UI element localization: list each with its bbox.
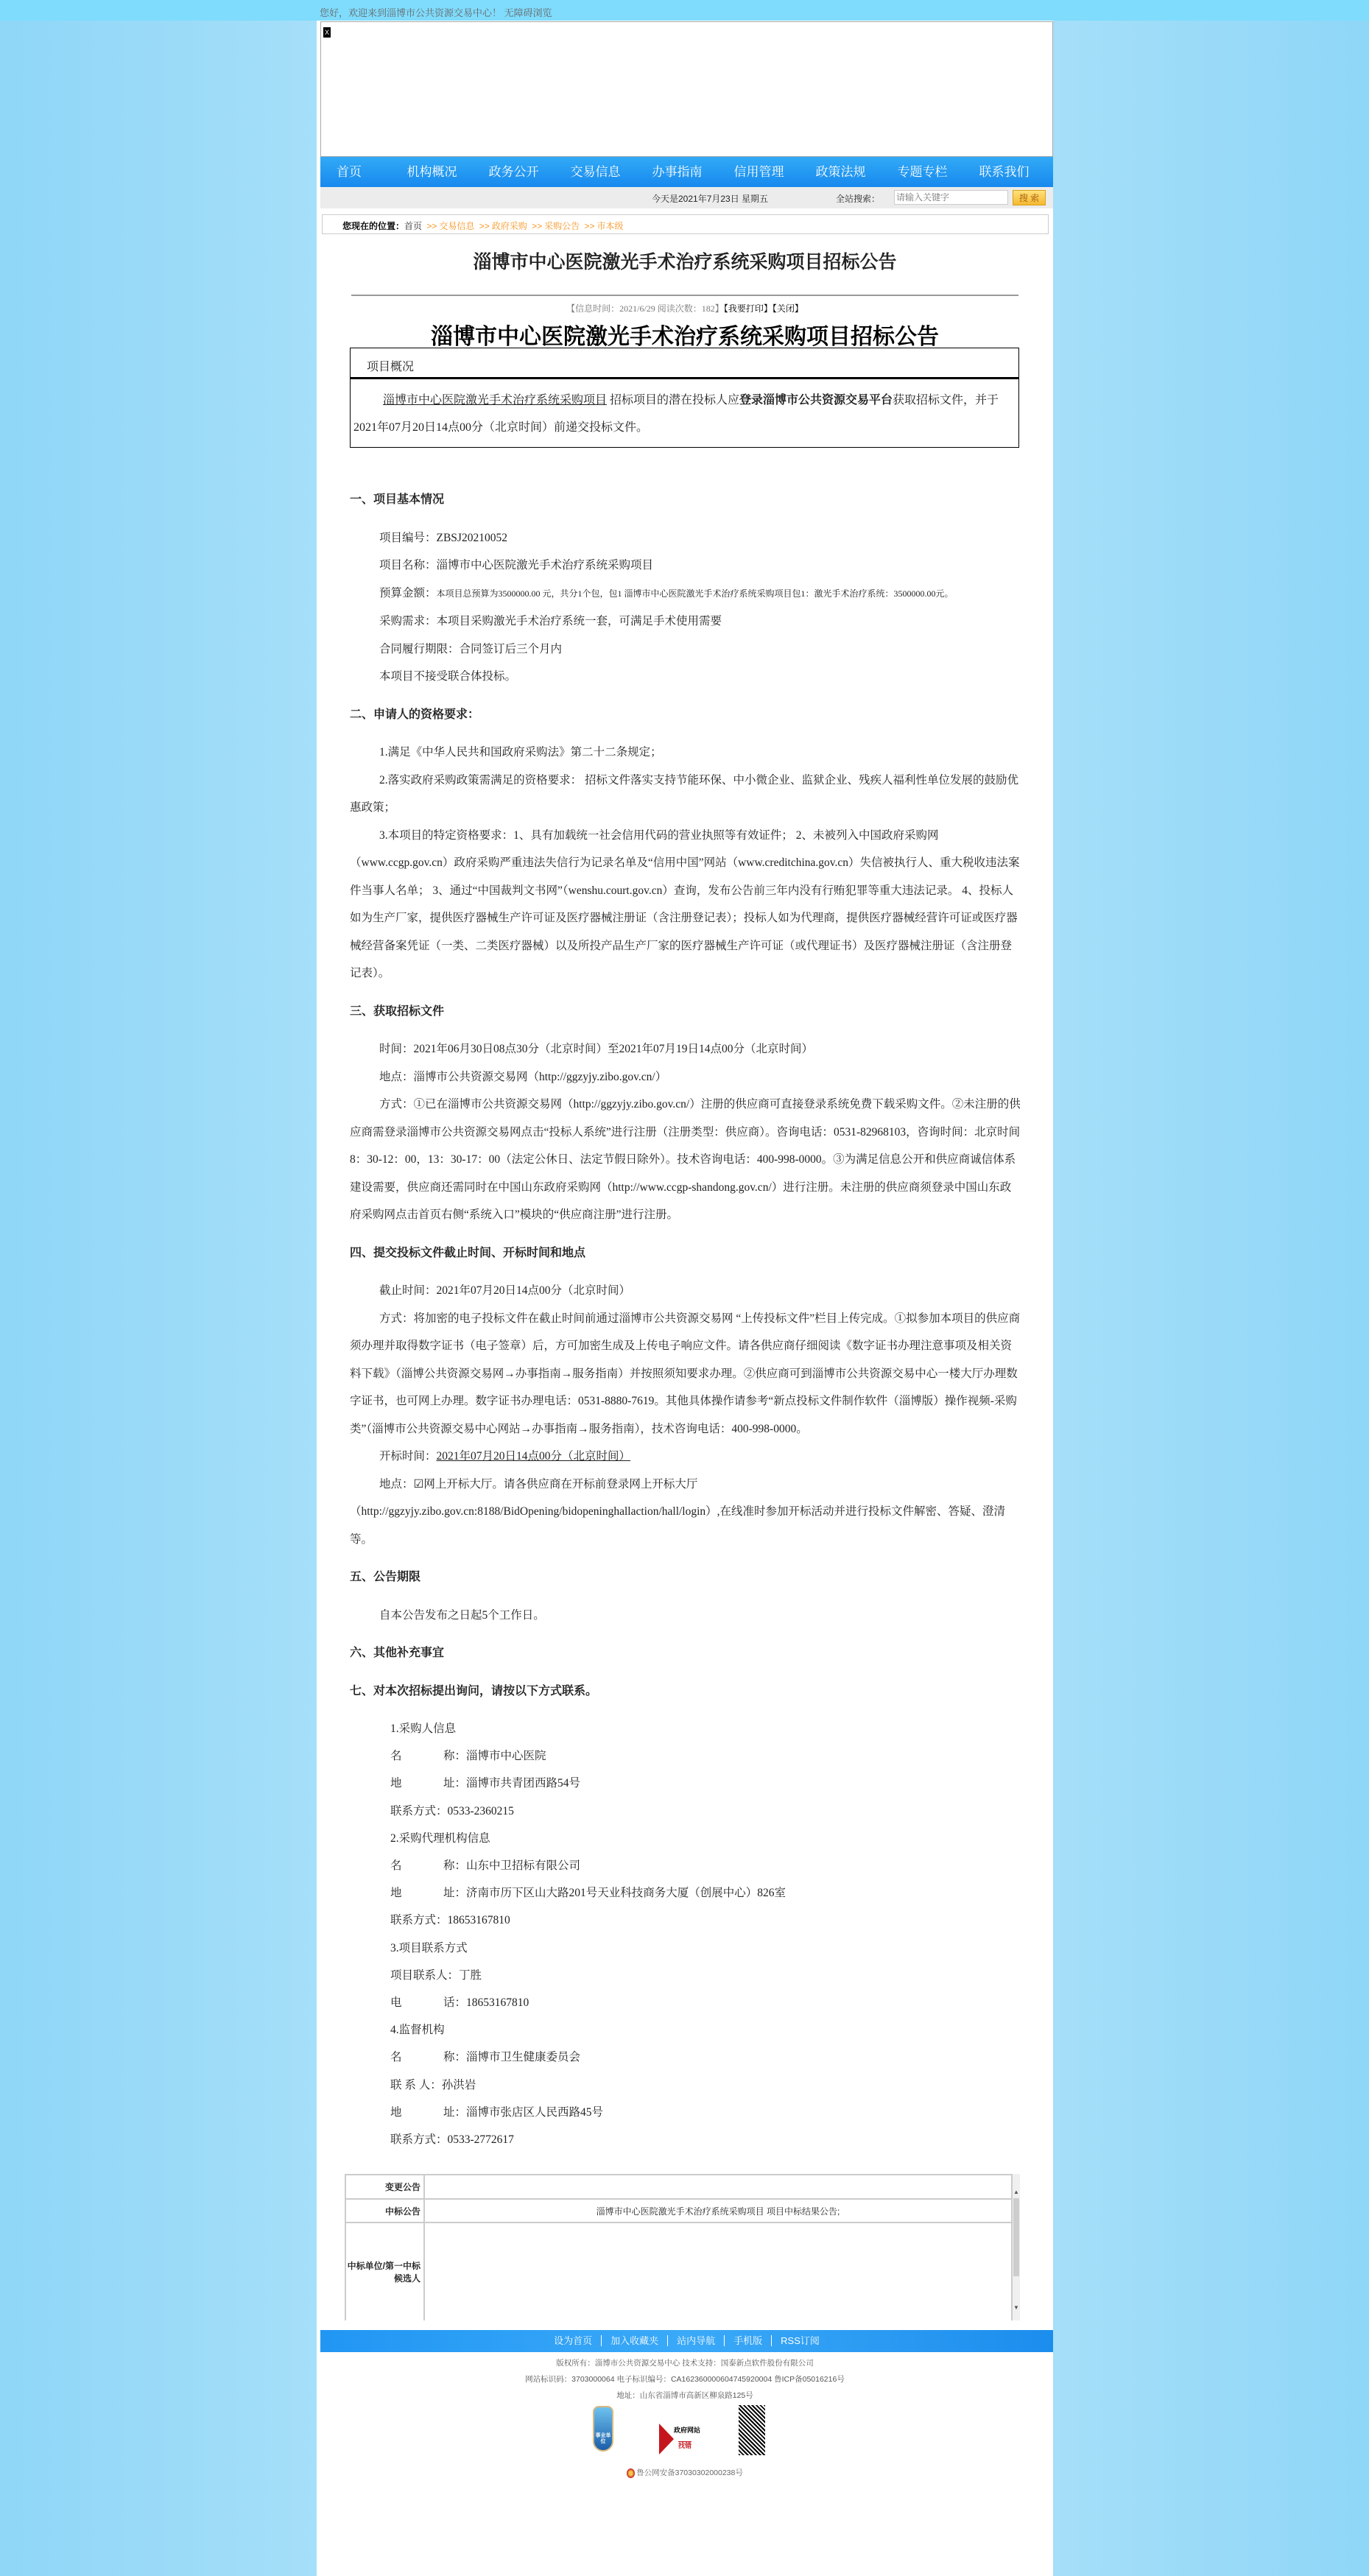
contact-info bbox=[350, 1715, 1021, 2153]
contact-field-value: 项目联系人：丁胜 bbox=[390, 1968, 482, 1982]
footer-address: 地址：山东省淄博市高新区柳泉路125号 bbox=[616, 2391, 753, 2401]
obtain-method: 方式：①已在淄博市公共资源交易网（http://ggzyjy.zibo.gov.cn/）注册的供应商可直接登录系统免费下载采购文件。②未注册的供应商需登录淄博市公共资源交易网点击“投标人系统”进行注册（注册类型：供应商）。咨询电话：0531-82968103，咨询时间：北京时间8：30-12：00，13：30-17：00（法定公休日、法定节假日除外）。技术咨询电话：400-998-0000。③为满足信息公开和供应商诚信体系建设需要，供应商还需同时在中国山东政府采购网（http://www.ccgp-shandong.gov.cn/）进行注册。未注册的供应商须登录中国山东政府采购网点击首页右侧“系统入口”模块的“供应商注册”进行注册。 bbox=[350, 1098, 1021, 1221]
breadcrumb-item[interactable]: 市本级 bbox=[596, 221, 624, 231]
section-heading: 三、获取招标文件 bbox=[350, 1004, 445, 1018]
notice-period: 自本公告发布之日起5个工作日。 bbox=[379, 1608, 545, 1622]
overview-header: 项目概况 bbox=[351, 348, 1018, 379]
gov-site-error-report-icon[interactable] bbox=[659, 2424, 699, 2455]
open-time bbox=[350, 1443, 1021, 1471]
contact-field-value: 称：山东中卫招标有限公司 bbox=[443, 1859, 581, 1873]
submit-method: 方式：将加密的电子投标文件在截止时间前通过淄博市公共资源交易网 “上传投标文件”栏目上传完成。①拟参加本项目的供应商须办理并取得数字证书（电子签章）后，方可加密生成及上传电子响应文件。请各供应商仔细阅读《数字证书办理注意事项及相关资料下载》（淄博公共资源交易网→办事指南→服务指南）并按照须知要求办理。②供应商可到淄博市公共资源交易中心一楼大厅办理数字证书，也可网上办理。数字证书办理电话：0531-8880-7619。其他具体操作请参考“新点投标文件制作软件（淄博版）操作视频-采购类”（淄博市公共资源交易中心网站→办事指南→服务指南），技术咨询电话：400-998-0000。 bbox=[350, 1312, 1021, 1435]
contact-row bbox=[390, 2126, 1021, 2153]
table-scrollbar[interactable] bbox=[1013, 2174, 1020, 2320]
overview-body bbox=[351, 379, 1018, 447]
contact-field-value: 联 系 人：孙洪岩 bbox=[390, 2078, 476, 2091]
footer-link-rss[interactable]: RSS订阅 bbox=[781, 2335, 820, 2347]
page-flow bbox=[317, 480, 1053, 2493]
qualification-2: 2.落实政府采购政策需满足的资格要求： 招标文件落实支持节能环保、中小微企业、监狱企业、残疾人福利性单位发展的鼓励优惠政策； bbox=[350, 773, 1019, 814]
contact-row bbox=[390, 1962, 1021, 1989]
contact-field-value: 址：淄博市共青团西路54号 bbox=[443, 1777, 581, 1790]
footer-link-mobile[interactable]: 手机版 bbox=[725, 2335, 772, 2346]
open-time-label: 开标时间： bbox=[379, 1450, 437, 1463]
zfwz-text: 政府网站 bbox=[674, 2427, 701, 2435]
qualification-3: 3.本项目的特定资格要求：1、具有加载统一社会信用代码的营业执照等有效证件； 2、未被列入中国政府采购网（www.ccgp.gov.cn）政府采购严重违法失信行为记录名单及“信用中国”网站（www.creditchina.gov.cn）失信被执行人、重大税收违法案件当事人名单； 3、通过“中国裁判文书网”（wenshu.court.gov.cn）查询，发布公告前三年内没有行贿犯罪等重大违法记录。 4、投标人如为生产厂家，提供医疗器械生产许可证及医疗器械注册证（含注册登记表）；投标人如为代理商，提供医疗器械经营许可证或医疗器械经营备案凭证（一类、二类医疗器械）以及所投产品生产厂家的医疗器械生产许可证（或代理证书）及医疗器械注册证（含注册登记表）。 bbox=[350, 828, 1020, 979]
welcome-bar bbox=[0, 0, 1369, 21]
row-value bbox=[424, 2223, 1012, 2320]
police-emblem-icon bbox=[627, 2468, 635, 2478]
nav-credit[interactable]: 信用管理 bbox=[733, 165, 784, 179]
site-ids: 网站标识码：3703000064 电子标识编号：CA162360000604745920004 鲁ICP备05016216号 bbox=[525, 2375, 845, 2385]
contact-field-char: 地 bbox=[390, 1777, 402, 1790]
obtain-place: 地点：淄博市公共资源交易网（http://ggzyjy.zibo.gov.cn/） bbox=[379, 1070, 667, 1083]
section-heading: 六、其他补充事宜 bbox=[350, 1647, 445, 1659]
contact-row bbox=[390, 1770, 1021, 1797]
search-button[interactable]: 搜 索 bbox=[1013, 190, 1046, 205]
divider bbox=[351, 295, 1018, 296]
contact-field-char: 地 bbox=[390, 1887, 402, 1900]
close-link[interactable]: 【关闭】 bbox=[772, 303, 803, 314]
close-icon[interactable]: X bbox=[324, 29, 329, 36]
banner bbox=[320, 21, 1053, 157]
scrollbar-thumb[interactable] bbox=[1013, 2198, 1019, 2276]
print-link[interactable]: 【我要打印】 bbox=[723, 303, 773, 314]
nav-trade-info[interactable]: 交易信息 bbox=[570, 165, 621, 179]
project-number: 项目编号：ZBSJ20210052 bbox=[379, 531, 507, 544]
page-title: 淄博市中心医院激光手术治疗系统采购项目招标公告 bbox=[473, 253, 897, 272]
overview-box bbox=[350, 348, 1019, 448]
project-name: 项目名称：淄博市中心医院激光手术治疗系统采购项目 bbox=[379, 559, 654, 571]
article-meta bbox=[317, 302, 1053, 314]
contact-row bbox=[390, 1798, 1021, 1825]
footer-link-favorite[interactable]: 加入收藏夹 bbox=[602, 2335, 668, 2346]
public-institution-badge-icon[interactable]: 事业单位 bbox=[593, 2406, 613, 2452]
section-heading: 一、项目基本情况 bbox=[350, 493, 445, 506]
contact-group-title: 3.项目联系方式 bbox=[390, 1941, 468, 1954]
breadcrumb-sep: >> bbox=[584, 221, 595, 231]
demand: 采购需求：本项目采购激光手术治疗系统一套，可满足手术使用需要 bbox=[379, 615, 722, 627]
nav-home[interactable]: 首页 bbox=[337, 165, 362, 179]
search-input[interactable] bbox=[894, 190, 1008, 205]
table-row bbox=[345, 2223, 1012, 2320]
police-record-text: 鲁公网安备37030302000238号 bbox=[636, 2468, 743, 2478]
qr-code-icon bbox=[739, 2405, 765, 2455]
nav-special[interactable]: 专题专栏 bbox=[897, 165, 948, 179]
open-place: 地点：☑网上开标大厅。请各供应商在开标前登录网上开标大厅（http://ggzyjy.zibo.gov.cn:8188/BidOpening/bidopeninghallaction/hall/login）,在线准时参加开标活动并进行投标文件解密、答疑、澄清等。 bbox=[350, 1477, 1006, 1546]
contact-row bbox=[390, 1989, 1021, 2016]
footer-logos bbox=[317, 2404, 1053, 2459]
document-title: 淄博市中心医院激光手术治疗系统采购项目招标公告 bbox=[431, 325, 939, 349]
nav-guide[interactable]: 办事指南 bbox=[652, 165, 703, 179]
contact-row bbox=[390, 2072, 1021, 2099]
contact-row bbox=[390, 2099, 1021, 2126]
related-notices bbox=[345, 2174, 1020, 2320]
section-heading: 七、对本次招标提出询问，请按以下方式联系。 bbox=[350, 1684, 598, 1697]
scroll-down-icon[interactable]: ▼ bbox=[1013, 2304, 1019, 2312]
contact-field-value: 称：淄博市中心医院 bbox=[443, 1750, 546, 1763]
contact-field-char: 名 bbox=[390, 1859, 402, 1873]
consortium: 本项目不接受联合体投标。 bbox=[379, 670, 517, 683]
police-record[interactable] bbox=[317, 2467, 1053, 2493]
contact-field-value: 址：淄博市张店区人民西路45号 bbox=[443, 2105, 604, 2119]
contact-field-value: 称：淄博市卫生健康委员会 bbox=[443, 2051, 581, 2064]
contact-field-value: 联系方式：0533-2772617 bbox=[390, 2133, 514, 2147]
contact-field-char: 电 bbox=[390, 1996, 402, 2010]
page-container bbox=[317, 21, 1053, 2576]
current-date: 今天是2021年7月23日 星期五 bbox=[652, 194, 769, 204]
table-row bbox=[345, 2199, 1012, 2223]
breadcrumb-sep: >> bbox=[426, 221, 437, 231]
breadcrumb-label: 您现在的位置： bbox=[342, 221, 405, 231]
nav-contact[interactable]: 联系我们 bbox=[979, 165, 1030, 179]
row-value bbox=[424, 2175, 1012, 2199]
footer-info bbox=[317, 2355, 1053, 2404]
contact-group-title: 4.监督机构 bbox=[390, 2024, 445, 2037]
info-time-views: 【信息时间：2021/6/29 阅读次数：182】 bbox=[566, 303, 724, 314]
contact-group-title: 1.采购人信息 bbox=[390, 1722, 457, 1735]
breadcrumb-sep: >> bbox=[479, 221, 490, 231]
contact-field-value: 联系方式：0533-2360215 bbox=[390, 1804, 514, 1817]
breadcrumb-item[interactable]: 政府采购 bbox=[491, 221, 527, 231]
contact-field-char: 名 bbox=[390, 1750, 402, 1763]
row-label: 中标单位/第一中标候选人 bbox=[345, 2223, 424, 2320]
contact-field-value: 址：济南市历下区山大路201号天业科技商务大厦（创展中心）826室 bbox=[443, 1887, 786, 1900]
nav-gov-affairs[interactable]: 政务公开 bbox=[488, 165, 539, 179]
overview-text: 获取招标文件，并于2021年07月20日14点00分（北京时间）前递交投标文件。 bbox=[353, 394, 999, 434]
article-body bbox=[350, 486, 1021, 2153]
submit-deadline: 截止时间：2021年07月20日14点00分（北京时间） bbox=[379, 1284, 631, 1297]
contract-period: 合同履行期限：合同签订后三个月内 bbox=[379, 642, 563, 655]
zfwz-text: 找错 bbox=[678, 2442, 692, 2450]
footer-link-set-home[interactable]: 设为首页 bbox=[545, 2335, 602, 2346]
contact-row bbox=[390, 1907, 1021, 1934]
overview-bold: 登录淄博市公共资源交易平台 bbox=[739, 394, 893, 407]
contact-row bbox=[390, 1852, 1021, 1879]
open-time-value: 2021年07月20日14点00分（北京时间） bbox=[436, 1450, 631, 1463]
contact-field-value: 话：18653167810 bbox=[443, 1996, 529, 2010]
section-heading: 五、公告期限 bbox=[350, 1571, 421, 1583]
scroll-up-icon[interactable]: ▲ bbox=[1013, 2189, 1019, 2196]
row-value[interactable]: 淄博市中心医院激光手术治疗系统采购项目 项目中标结果公告; bbox=[424, 2199, 1012, 2223]
breadcrumb-item[interactable]: 采购公告 bbox=[544, 221, 580, 231]
footer-link-sitemap[interactable]: 站内导航 bbox=[668, 2335, 725, 2346]
contact-row bbox=[390, 1742, 1021, 1770]
contact-field-value: 联系方式：18653167810 bbox=[390, 1914, 510, 1927]
breadcrumb-sep: >> bbox=[532, 221, 543, 231]
budget bbox=[350, 580, 1021, 608]
contact-group-title: 2.采购代理机构信息 bbox=[390, 1831, 490, 1845]
breadcrumb-home[interactable]: 首页 bbox=[404, 221, 423, 231]
breadcrumb bbox=[322, 214, 1049, 234]
row-label: 中标公告 bbox=[345, 2199, 424, 2223]
welcome-text: 您好，欢迎来到淄博市公共资源交易中心！ 无障碍浏览 bbox=[320, 7, 552, 18]
nav-policy[interactable]: 政策法规 bbox=[815, 165, 866, 179]
qualification-1: 1.满足《中华人民共和国政府采购法》第二十二条规定； bbox=[379, 746, 662, 759]
project-link[interactable]: 淄博市中心医院激光手术治疗系统采购项目 bbox=[383, 394, 608, 407]
row-label: 变更公告 bbox=[345, 2175, 424, 2199]
nav-about[interactable]: 机构概况 bbox=[407, 165, 457, 179]
date-search-bar bbox=[320, 187, 1053, 208]
budget-value: 本项目总预算为3500000.00 元，共分1个包，包1 淄博市中心医院激光手术治疗系统采购项目包1：激光手术治疗系统：3500000.00元。 bbox=[436, 588, 954, 599]
budget-label: 预算金额： bbox=[379, 586, 437, 599]
breadcrumb-item[interactable]: 交易信息 bbox=[439, 221, 475, 231]
section-heading: 四、提交投标文件截止时间、开标时间和地点 bbox=[350, 1246, 586, 1259]
contact-field-char: 地 bbox=[390, 2105, 402, 2119]
obtain-time: 时间：2021年06月30日08点30分（北京时间）至2021年07月19日14点00分（北京时间） bbox=[379, 1043, 814, 1055]
overview-text: 招标项目的潜在投标人应 bbox=[607, 394, 740, 407]
contact-row bbox=[390, 2044, 1021, 2071]
triangle-shape bbox=[659, 2424, 674, 2454]
copyright: 版权所有：淄博市公共资源交易中心 技术支持：国泰新点软件股份有限公司 bbox=[556, 2359, 814, 2368]
table-row bbox=[345, 2175, 1012, 2199]
contact-row bbox=[390, 1879, 1021, 1907]
section-heading: 二、申请人的资格要求： bbox=[350, 708, 480, 721]
contact-field-char: 名 bbox=[390, 2051, 402, 2064]
search-label: 全站搜索： bbox=[836, 194, 881, 204]
related-notices-table bbox=[345, 2174, 1013, 2320]
main-nav bbox=[320, 157, 1053, 187]
footer-nav bbox=[320, 2330, 1053, 2352]
